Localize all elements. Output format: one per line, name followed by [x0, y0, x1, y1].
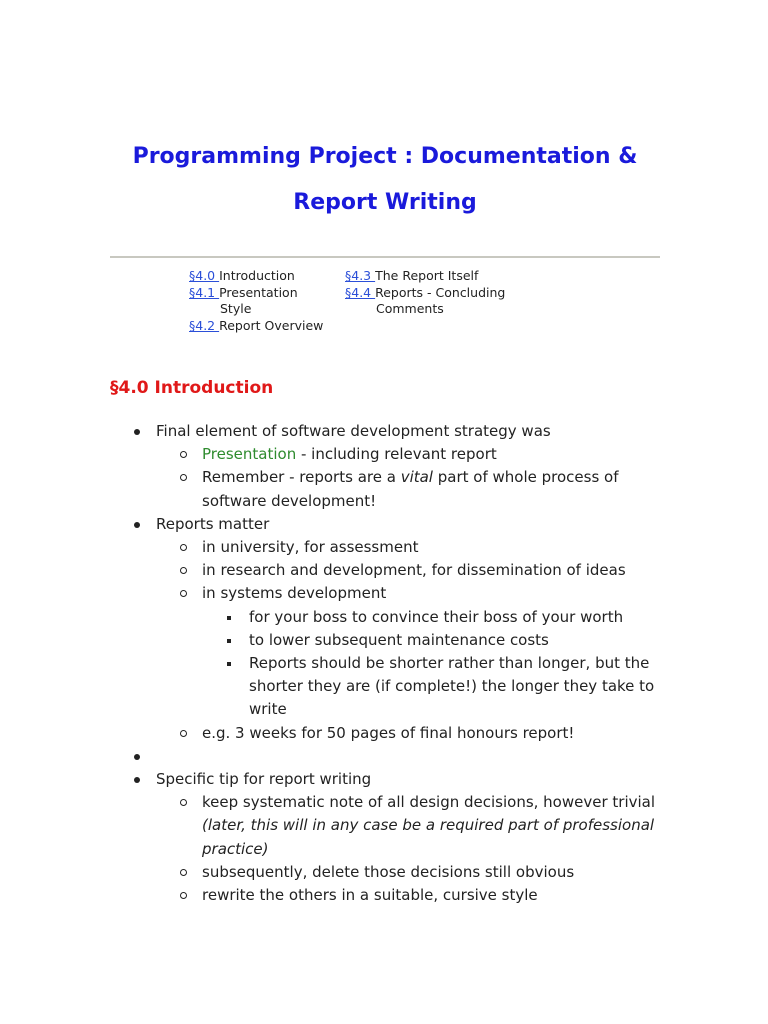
toc-link-4-0[interactable]: §4.0: [189, 268, 220, 283]
section-heading: §4.0 Introduction: [110, 378, 274, 398]
section-content: [110, 420, 670, 907]
note-text: (later, this will in any case be a required part of professional practice): [202, 816, 655, 858]
list-item: for your boss to convince their boss of your worth: [202, 606, 670, 629]
toc-label: The Report Itself: [375, 268, 479, 283]
list-item-text: - including relevant report: [296, 445, 497, 464]
toc-label-continuation: Style: [220, 301, 252, 316]
toc-column-left: [189, 268, 339, 335]
toc-column-right: [345, 268, 545, 318]
sub-list: [156, 536, 670, 745]
list-item: [110, 768, 670, 907]
list-item: [156, 791, 670, 861]
list-item: [110, 420, 670, 513]
toc-item-4-3: [345, 268, 545, 284]
sub-sub-list: [202, 606, 670, 722]
list-item-text: Remember - reports are a: [202, 468, 401, 487]
toc-label: Introduction: [219, 268, 295, 283]
page-title-line-1: Programming Project : Documentation &: [132, 144, 638, 169]
page-title-line-2: Report Writing: [293, 190, 477, 215]
list-item: to lower subsequent maintenance costs: [202, 629, 670, 652]
toc-label: Report Overview: [219, 318, 324, 333]
list-item: in university, for assessment: [156, 536, 670, 559]
toc-link-4-3[interactable]: §4.3: [345, 268, 376, 283]
toc-item-4-1: [189, 285, 339, 317]
empty-list-item: [110, 745, 670, 768]
toc-item-4-0: [189, 268, 339, 284]
toc-item-4-2: [189, 318, 339, 334]
sub-list: [156, 443, 670, 513]
list-item: rewrite the others in a suitable, cursive style: [156, 884, 670, 907]
list-item: [156, 582, 670, 721]
list-item: e.g. 3 weeks for 50 pages of final honours report!: [156, 722, 670, 745]
list-item: subsequently, delete those decisions still obvious: [156, 861, 670, 884]
sub-list: [156, 791, 670, 907]
highlight-text: Presentation: [202, 445, 297, 464]
list-item-text: Specific tip for report writing: [156, 770, 372, 789]
list-item-text: Reports matter: [156, 514, 270, 533]
list-item: [156, 466, 670, 512]
toc-item-4-4: [345, 285, 545, 317]
toc-label: Presentation: [219, 285, 298, 300]
list-item: [156, 443, 670, 466]
toc-label: Reports - Concluding: [375, 285, 506, 300]
toc-link-4-2[interactable]: §4.2: [189, 318, 220, 333]
list-item-text: keep systematic note of all design decisions, however trivial: [202, 793, 656, 812]
list-item-text: part of whole process of software development!: [202, 468, 619, 510]
toc-link-4-4[interactable]: §4.4: [345, 285, 376, 300]
toc-label-continuation: Comments: [376, 301, 444, 316]
horizontal-rule: [110, 256, 660, 258]
toc-link-4-1[interactable]: §4.1: [189, 285, 220, 300]
list-item: in research and development, for dissemination of ideas: [156, 559, 670, 582]
list-item-text: Final element of software development strategy was: [156, 422, 551, 440]
list-item: [110, 513, 670, 745]
list-item: Reports should be shorter rather than longer, but the shorter they are (if complete!) the longer they take to write: [202, 652, 670, 722]
bullet-list: [110, 420, 670, 907]
list-item-text: in systems development: [202, 584, 387, 603]
emphasis-text: vital: [400, 468, 433, 487]
